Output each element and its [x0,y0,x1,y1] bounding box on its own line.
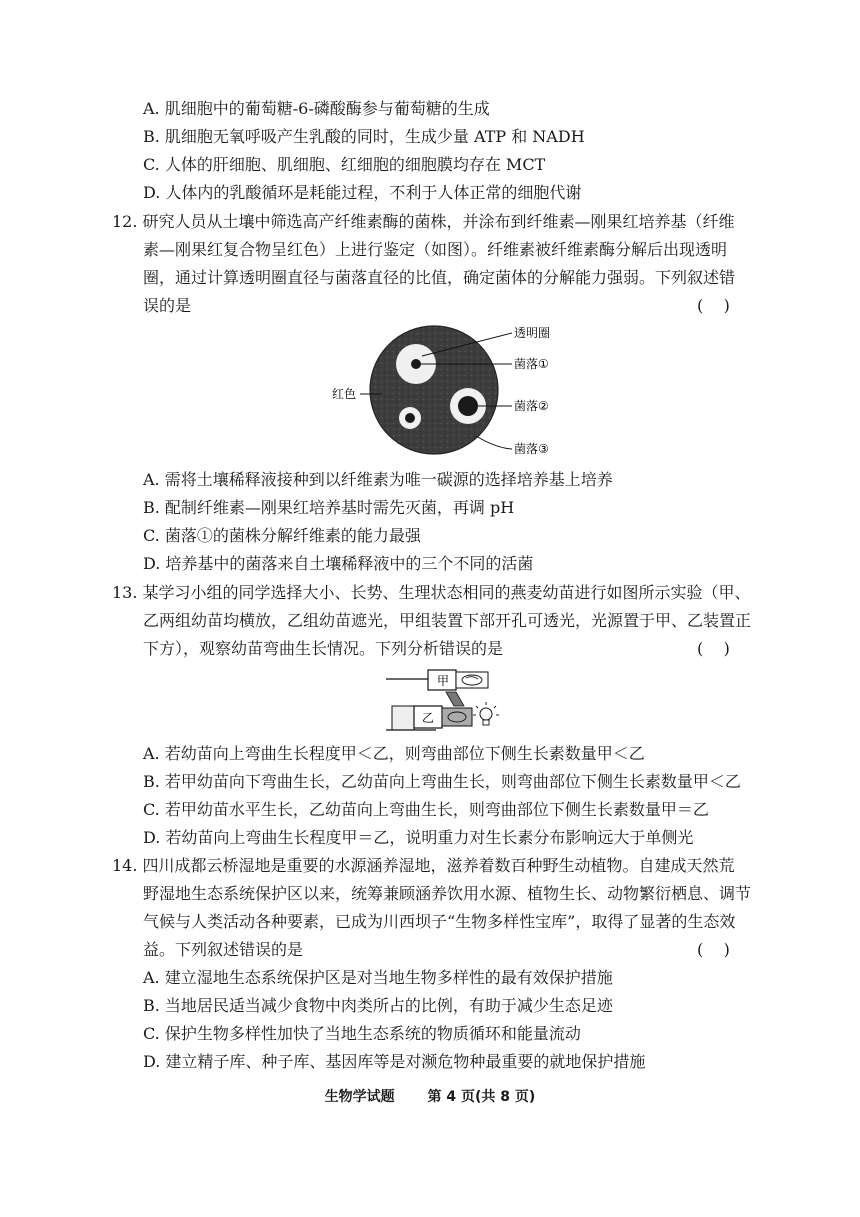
label-colony-2: 菌落② [514,399,549,413]
label-red: 红色 [332,387,357,401]
label-colony-1: 菌落① [514,357,549,371]
q14-option-d: D. 建立精子库、种子库、基因库等是对濒危物种最重要的就地保护措施 [143,1052,646,1071]
q11-option-a: A. 肌细胞中的葡萄糖-6-磷酸酶参与葡萄糖的生成 [143,99,490,118]
q14-stem-line-3: 气候与人类活动各种要素，已成为川西坝子“生物多样性宝库”，取得了显著的生态效 [143,912,736,931]
q12-option-c: C. 菌落①的菌株分解纤维素的能力最强 [143,526,421,545]
label-colony-3: 菌落③ [514,442,549,456]
q13-option-b: B. 若甲幼苗向下弯曲生长，乙幼苗向上弯曲生长，则弯曲部位下侧生长素数量甲＜乙 [143,772,741,791]
q12-stem-line-3: 圈，通过计算透明圈直径与菌落直径的比值，确定菌体的分解能力强弱。下列叙述错 [143,268,736,287]
q13-stem-line-3: 下方），观察幼苗弯曲生长情况。下列分析错误的是 [143,639,504,658]
colony-2 [458,396,478,416]
q11-option-b: B. 肌细胞无氧呼吸产生乳酸的同时，生成少量 ATP 和 NADH [143,127,585,146]
q14-stem-line-4: 益。下列叙述错误的是 [143,940,304,959]
q13-option-d: D. 若幼苗向上弯曲生长程度甲＝乙，说明重力对生长素分布影响远大于单侧光 [143,828,694,847]
q13-option-c: C. 若甲幼苗水平生长，乙幼苗向上弯曲生长，则弯曲部位下侧生长素数量甲＝乙 [143,800,709,819]
q12-stem-line-1: 12. 研究人员从土壤中筛选高产纤维素酶的菌株，并涂布到纤维素—刚果红培养基（纤维 [112,212,735,231]
q14-option-c: C. 保护生物多样性加快了当地生态系统的物质循环和能量流动 [143,1024,581,1043]
q14-option-a: A. 建立湿地生态系统保护区是对当地生物多样性的最有效保护措施 [143,968,613,987]
q13-option-a: A. 若幼苗向上弯曲生长程度甲＜乙，则弯曲部位下侧生长素数量甲＜乙 [143,744,645,763]
footer-page-number: 第 4 页(共 8 页) [427,1089,536,1105]
footer-subject: 生物学试题 [324,1089,395,1105]
petri-dish [370,326,498,454]
q12-option-a: A. 需将土壤稀释液接种到以纤维素为唯一碳源的选择培养基上培养 [143,470,613,489]
q14-answer-bracket: ( ) [697,940,730,959]
q12-answer-bracket: ( ) [697,296,730,315]
colony-3 [405,413,415,423]
q13-answer-bracket: ( ) [697,639,730,658]
q13-stem-line-2: 乙两组幼苗均横放，乙组幼苗遮光，甲组装置下部开孔可透光，光源置于甲、乙装置正 [143,611,752,630]
q14-stem-line-1: 14. 四川成都云桥湿地是重要的水源涵养湿地，滋养着数百种野生动植物。自建成天然荒 [112,856,735,875]
q12-option-d: D. 培养基中的菌落来自土壤稀释液中的三个不同的活菌 [143,554,534,573]
q14-stem-line-2: 野湿地生态系统保护区以来，统筹兼顾涵养饮用水源、植物生长、动物繁衍栖息、调节 [143,884,752,903]
q11-option-d: D. 人体内的乳酸循环是耗能过程，不利于人体正常的细胞代谢 [143,183,582,202]
q12-option-b: B. 配制纤维素—刚果红培养基时需先灭菌，再调 pH [143,498,515,517]
label-transparent-zone: 透明圈 [514,326,551,340]
q11-option-c: C. 人体的肝细胞、肌细胞、红细胞的细胞膜均存在 MCT [143,155,546,174]
light-bulb-icon [473,702,499,725]
page-footer [0,1086,860,1106]
label-jia: 甲 [437,674,450,688]
q12-stem-line-4: 误的是 [143,296,192,315]
q12-stem-line-2: 素—刚果红复合物呈红色）上进行鉴定（如图）。纤维素被纤维素酶分解后出现透明 [143,240,728,259]
seedling-experiment-figure [386,666,506,738]
petri-dish-figure [326,320,566,462]
label-yi: 乙 [422,711,435,725]
q14-option-b: B. 当地居民适当减少食物中肉类所占的比例，有助于减少生态足迹 [143,996,613,1015]
q13-stem-line-1: 13. 某学习小组的同学选择大小、长势、生理状态相同的燕麦幼苗进行如图所示实验（甲、 [112,583,751,602]
